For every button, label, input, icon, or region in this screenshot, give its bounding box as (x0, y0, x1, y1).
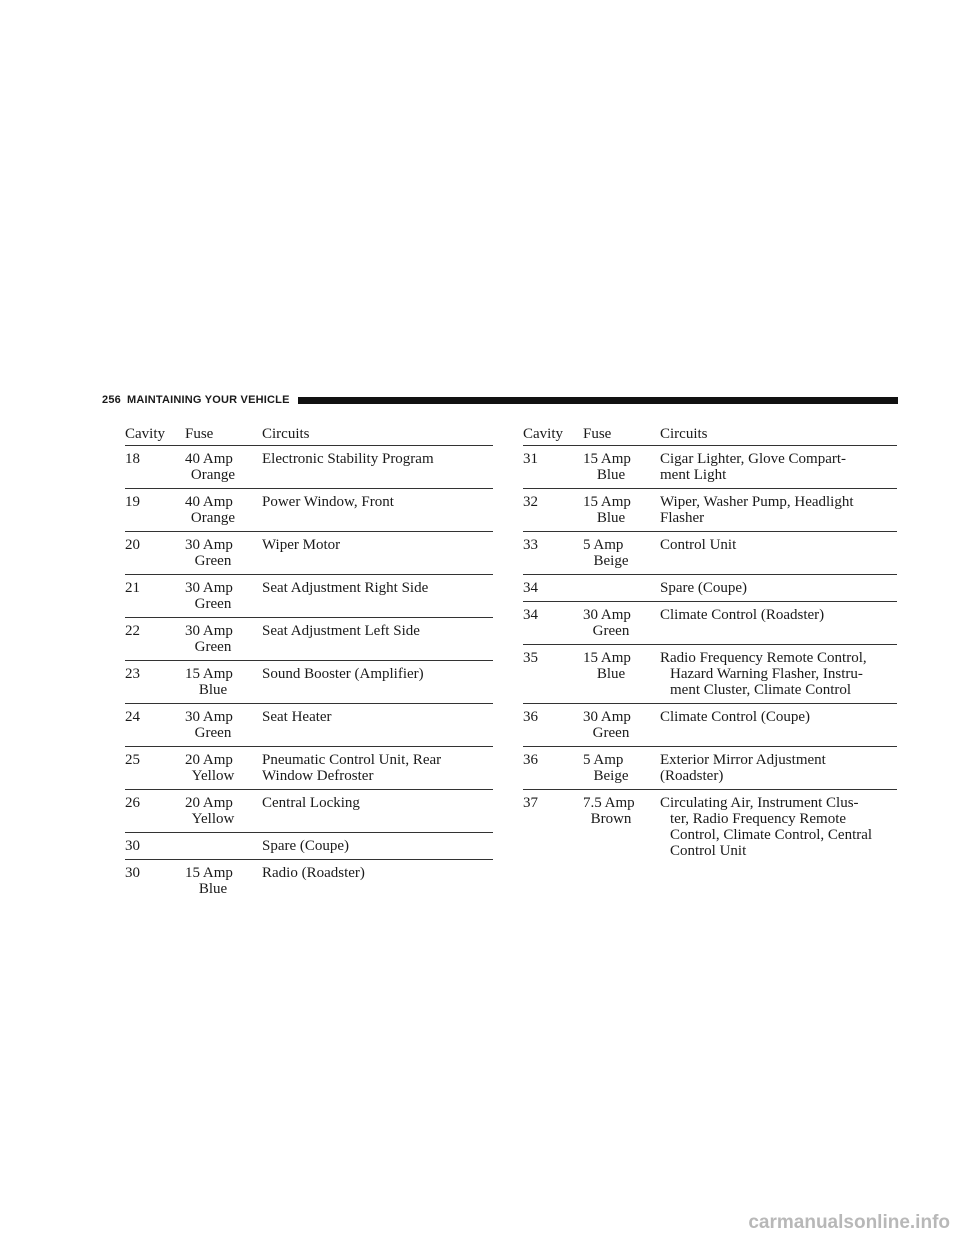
fuse-table-left (125, 426, 493, 902)
cavity-cell: 31 (523, 451, 538, 467)
circuits-cell (660, 451, 897, 483)
fuse-cell (583, 795, 660, 859)
cavity-cell: 21 (125, 580, 140, 596)
circuits-cell (262, 451, 493, 483)
cavity-cell: 23 (125, 666, 140, 682)
table-row (125, 790, 493, 833)
table-header (125, 426, 493, 446)
fuse-amperage: 15 Amp (583, 494, 631, 510)
circuit-line: ment Light (660, 467, 727, 483)
table-row (523, 790, 897, 864)
fuse-color: Green (592, 725, 630, 741)
fuse-cell (583, 580, 660, 596)
table-row (523, 575, 897, 602)
fuse-color: Orange (190, 467, 236, 483)
fuse-cell (583, 709, 660, 741)
cavity-cell: 36 (523, 709, 538, 725)
fuse-cell (185, 623, 262, 655)
column-header-circuits: Circuits (660, 426, 708, 442)
table-row (125, 860, 493, 902)
fuse-color: Green (194, 596, 232, 612)
fuse-color: Yellow (191, 768, 235, 784)
cavity-cell: 25 (125, 752, 140, 768)
column-header-fuse: Fuse (185, 426, 214, 442)
circuit-line: Exterior Mirror Adjustment (660, 752, 826, 768)
fuse-cell (583, 537, 660, 569)
circuit-line: Spare (Coupe) (660, 580, 748, 596)
fuse-amperage: 40 Amp (185, 451, 233, 467)
fuse-color: Blue (596, 467, 626, 483)
circuits-cell (262, 666, 493, 698)
fuse-cell (583, 650, 660, 698)
column-header-cavity: Cavity (125, 426, 165, 442)
circuit-line: Hazard Warning Flasher, Instru- (670, 666, 863, 682)
table-row (523, 704, 897, 747)
fuse-amperage: 20 Amp (185, 795, 233, 811)
table-row (523, 532, 897, 575)
circuit-line: Power Window, Front (262, 494, 394, 510)
circuit-line: Circulating Air, Instrument Clus- (660, 795, 859, 811)
fuse-color: Orange (190, 510, 236, 526)
fuse-cell (185, 752, 262, 784)
circuits-cell (660, 709, 897, 741)
cavity-cell: 34 (523, 580, 538, 596)
circuit-line: Climate Control (Coupe) (660, 709, 810, 725)
fuse-cell (583, 451, 660, 483)
fuse-amperage: 20 Amp (185, 752, 233, 768)
cavity-cell: 30 (125, 838, 140, 854)
column-header-circuits: Circuits (262, 426, 310, 442)
fuse-cell (185, 537, 262, 569)
cavity-cell: 24 (125, 709, 140, 725)
circuits-cell (660, 795, 897, 859)
circuits-cell (660, 607, 897, 639)
fuse-amperage: 30 Amp (185, 623, 233, 639)
watermark: carmanualsonline.info (748, 1212, 950, 1233)
circuits-cell (262, 838, 493, 854)
cavity-cell: 30 (125, 865, 140, 881)
table-row (523, 489, 897, 532)
circuit-line: ment Cluster, Climate Control (670, 682, 852, 698)
page-header (102, 392, 898, 408)
cavity-cell: 33 (523, 537, 538, 553)
fuse-amperage: 40 Amp (185, 494, 233, 510)
fuse-cell (185, 838, 262, 854)
column-header-fuse: Fuse (583, 426, 612, 442)
table-row (125, 618, 493, 661)
fuse-color: Green (194, 639, 232, 655)
fuse-cell (185, 795, 262, 827)
table-row (523, 446, 897, 489)
fuse-color: Blue (596, 666, 626, 682)
fuse-cell (583, 607, 660, 639)
circuit-line: Control Unit (660, 537, 737, 553)
circuit-line: Wiper, Washer Pump, Headlight (660, 494, 854, 510)
fuse-cell (583, 494, 660, 526)
circuit-line: Seat Heater (262, 709, 332, 725)
fuse-color: Blue (198, 682, 228, 698)
circuits-cell (262, 623, 493, 655)
circuit-line: Seat Adjustment Left Side (262, 623, 420, 639)
table-row (523, 602, 897, 645)
fuse-cell (185, 666, 262, 698)
fuse-cell (185, 451, 262, 483)
table-row (125, 661, 493, 704)
fuse-amperage: 15 Amp (185, 666, 233, 682)
table-row (125, 489, 493, 532)
circuit-line: Wiper Motor (262, 537, 341, 553)
cavity-cell: 18 (125, 451, 140, 467)
fuse-amperage: 30 Amp (185, 580, 233, 596)
fuse-amperage: 30 Amp (583, 709, 631, 725)
cavity-cell: 26 (125, 795, 140, 811)
cavity-cell: 37 (523, 795, 538, 811)
fuse-cell (185, 865, 262, 897)
circuit-line: Sound Booster (Amplifier) (262, 666, 424, 682)
circuits-cell (262, 752, 493, 784)
fuse-cell (583, 752, 660, 784)
cavity-cell: 32 (523, 494, 538, 510)
fuse-table-right (523, 426, 897, 864)
column-header-cavity: Cavity (523, 426, 563, 442)
circuits-cell (660, 650, 897, 698)
fuse-color: Blue (198, 881, 228, 897)
circuit-line: Radio (Roadster) (262, 865, 365, 881)
fuse-color: Green (194, 553, 232, 569)
section-title: MAINTAINING YOUR VEHICLE (126, 394, 290, 406)
fuse-amperage: 30 Amp (185, 537, 233, 553)
circuits-cell (660, 494, 897, 526)
circuit-line: Spare (Coupe) (262, 838, 350, 854)
circuit-line: Control, Climate Control, Central (670, 827, 873, 843)
circuit-line: Radio Frequency Remote Control, (660, 650, 867, 666)
circuit-line: (Roadster) (660, 768, 724, 784)
circuit-line: Flasher (660, 510, 705, 526)
table-row (125, 575, 493, 618)
fuse-color: Blue (596, 510, 626, 526)
cavity-cell: 36 (523, 752, 538, 768)
table-body (125, 446, 493, 902)
fuse-cell (185, 580, 262, 612)
circuits-cell (262, 494, 493, 526)
fuse-cell (185, 494, 262, 526)
fuse-amperage: 15 Amp (583, 650, 631, 666)
fuse-color: Beige (593, 553, 629, 569)
circuit-line: ter, Radio Frequency Remote (670, 811, 847, 827)
table-row (125, 833, 493, 860)
table-row (523, 645, 897, 704)
fuse-amperage: 30 Amp (583, 607, 631, 623)
fuse-color: Green (592, 623, 630, 639)
header-rule (298, 397, 898, 404)
fuse-color: Beige (593, 768, 629, 784)
circuits-cell (660, 537, 897, 569)
table-header (523, 426, 897, 446)
fuse-amperage: 15 Amp (185, 865, 233, 881)
table-row (125, 532, 493, 575)
circuit-line: Climate Control (Roadster) (660, 607, 825, 623)
cavity-cell: 19 (125, 494, 140, 510)
fuse-color: Brown (590, 811, 632, 827)
circuits-cell (262, 865, 493, 897)
cavity-cell: 22 (125, 623, 140, 639)
circuit-line: Pneumatic Control Unit, Rear (262, 752, 442, 768)
fuse-amperage: 7.5 Amp (583, 795, 635, 811)
circuit-line: Central Locking (262, 795, 360, 811)
fuse-color: Yellow (191, 811, 235, 827)
fuse-color: Green (194, 725, 232, 741)
circuits-cell (262, 795, 493, 827)
circuits-cell (660, 752, 897, 784)
circuits-cell (262, 537, 493, 569)
fuse-amperage: 15 Amp (583, 451, 631, 467)
circuits-cell (262, 709, 493, 741)
circuit-line: Cigar Lighter, Glove Compart- (660, 451, 847, 467)
fuse-cell (185, 709, 262, 741)
fuse-amperage: 5 Amp (583, 752, 624, 768)
cavity-cell: 34 (523, 607, 538, 623)
circuits-cell (660, 580, 897, 596)
page-number: 256 (102, 394, 121, 406)
table-row (125, 446, 493, 489)
cavity-cell: 35 (523, 650, 538, 666)
circuits-cell (262, 580, 493, 612)
fuse-amperage: 30 Amp (185, 709, 233, 725)
circuit-line: Electronic Stability Program (262, 451, 434, 467)
table-row (125, 704, 493, 747)
circuit-line: Control Unit (670, 843, 747, 859)
table-body (523, 446, 897, 864)
fuse-amperage: 5 Amp (583, 537, 624, 553)
circuit-line: Seat Adjustment Right Side (262, 580, 429, 596)
table-row (523, 747, 897, 790)
table-row (125, 747, 493, 790)
cavity-cell: 20 (125, 537, 140, 553)
circuit-line: Window Defroster (262, 768, 374, 784)
